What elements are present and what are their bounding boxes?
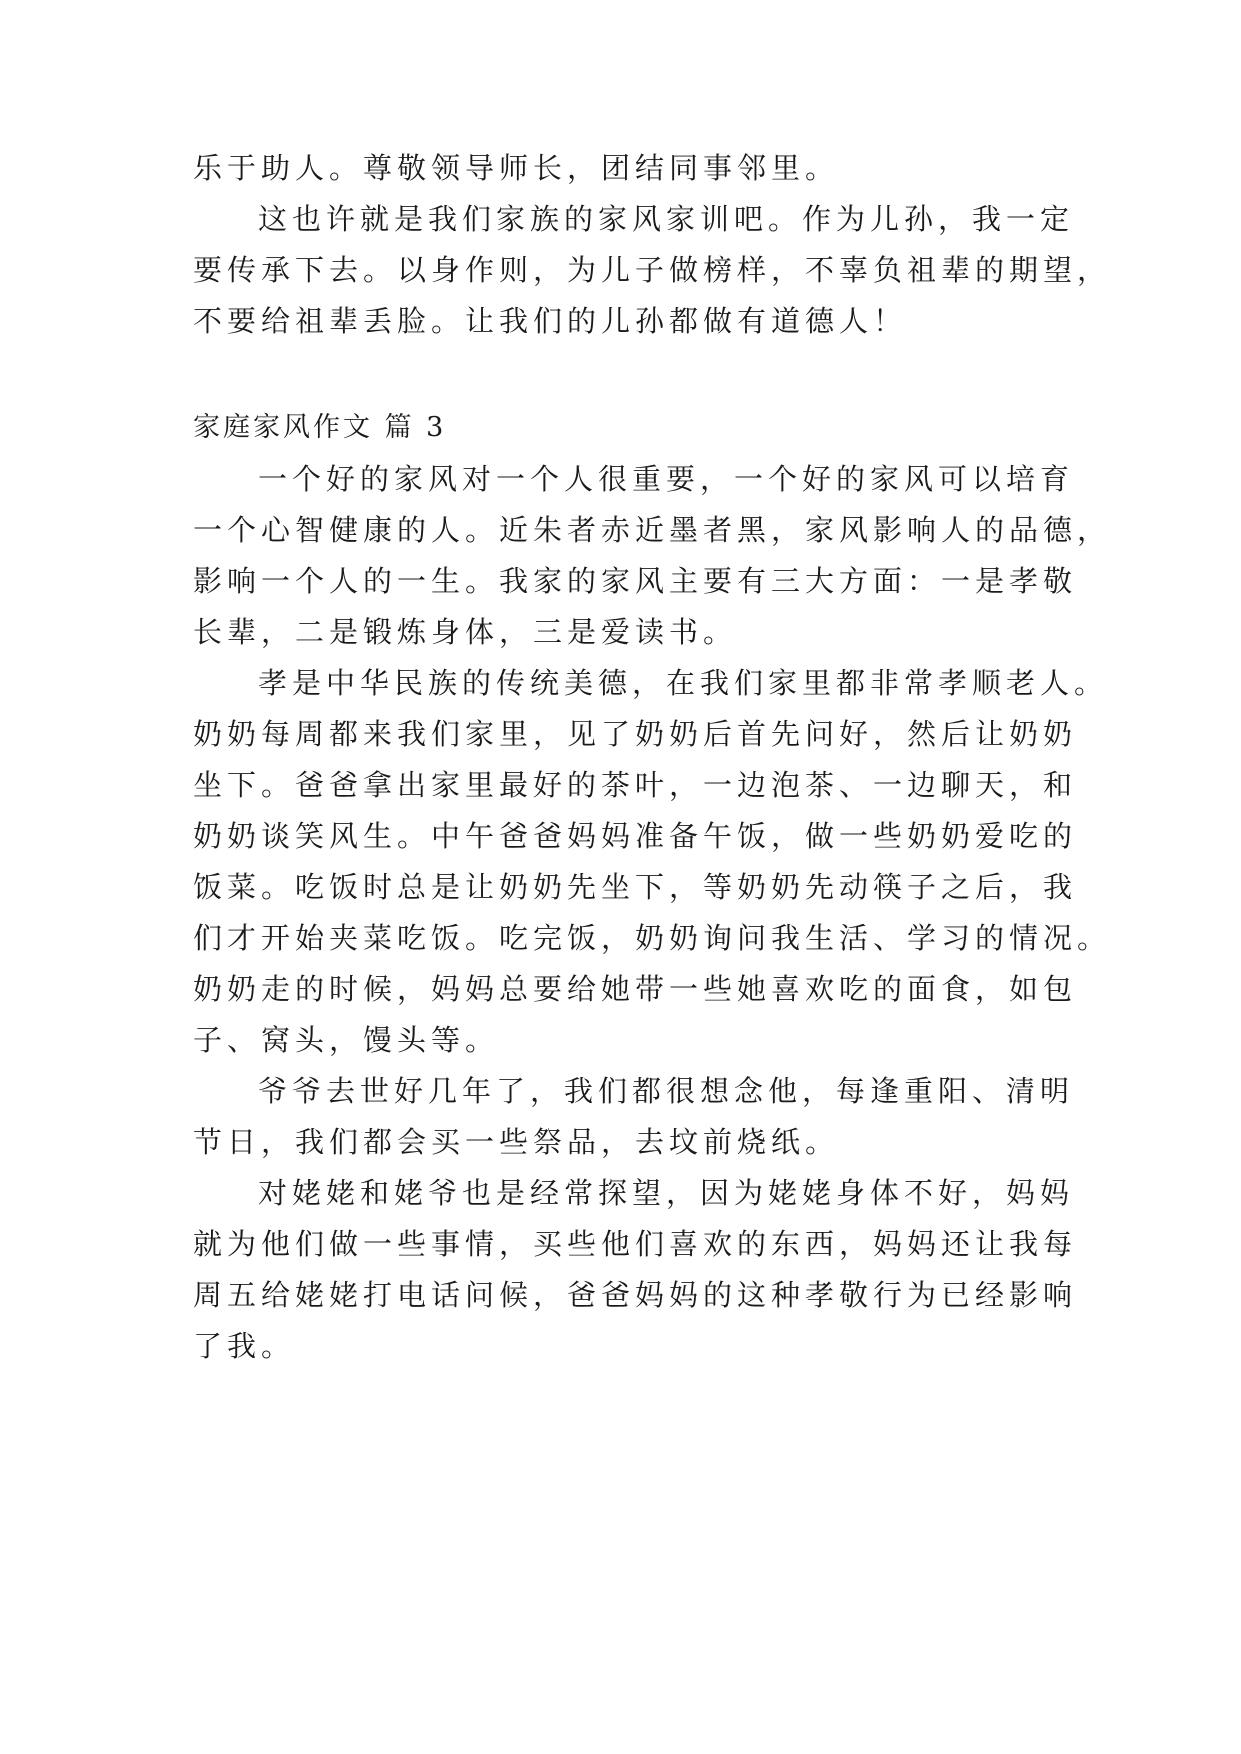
text-line: 了我。: [193, 1329, 296, 1363]
paragraph-first-line: 爷爷去世好几年了，我们都很想念他，每逢重阳、清明: [258, 1074, 1075, 1108]
paragraph-first-line: 一个好的家风对一个人很重要，一个好的家风可以培育: [258, 462, 1075, 496]
text-line: 就为他们做一些事情，买些他们喜欢的东西，妈妈还让我每: [193, 1227, 1078, 1261]
text-line: 饭菜。吃饭时总是让奶奶先坐下，等奶奶先动筷子之后，我: [193, 870, 1078, 904]
text-line: 长辈，二是锻炼身体，三是爱读书。: [193, 615, 738, 649]
text-line: 子、窝头，馒头等。: [193, 1023, 500, 1057]
text-line: 影响一个人的一生。我家的家风主要有三大方面：一是孝敬: [193, 564, 1078, 598]
text-line: 要传承下去。以身作则，为儿子做榜样，不辜负祖辈的期望，: [193, 253, 1112, 287]
text-line: 坐下。爸爸拿出家里最好的茶叶，一边泡茶、一边聊天，和: [193, 768, 1078, 802]
paragraph-first-line: 这也许就是我们家族的家风家训吧。作为儿孙，我一定: [258, 202, 1075, 236]
text-line: 奶奶每周都来我们家里，见了奶奶后首先问好，然后让奶奶: [193, 717, 1078, 751]
text-line: 们才开始夹菜吃饭。吃完饭，奶奶询问我生活、学习的情况。: [193, 921, 1112, 955]
paragraph-first-line: 孝是中华民族的传统美德，在我们家里都非常孝顺老人。: [258, 666, 1109, 700]
text-line: 奶奶走的时候，妈妈总要给她带一些她喜欢吃的面食，如包: [193, 972, 1078, 1006]
text-line: 不要给祖辈丢脸。让我们的儿孙都做有道德人！: [193, 304, 908, 338]
text-line: 奶奶谈笑风生。中午爸爸妈妈准备午饭，做一些奶奶爱吃的: [193, 819, 1078, 853]
section-heading: 家庭家风作文 篇 3: [193, 412, 447, 443]
text-line: 周五给姥姥打电话问候，爸爸妈妈的这种孝敬行为已经影响: [193, 1278, 1078, 1312]
paragraph-first-line: 对姥姥和姥爷也是经常探望，因为姥姥身体不好，妈妈: [258, 1176, 1075, 1210]
text-line: 一个心智健康的人。近朱者赤近墨者黑，家风影响人的品德，: [193, 513, 1112, 547]
text-line: 节日，我们都会买一些祭品，去坟前烧纸。: [193, 1125, 840, 1159]
text-line: 乐于助人。尊敬领导师长，团结同事邻里。: [193, 151, 840, 185]
